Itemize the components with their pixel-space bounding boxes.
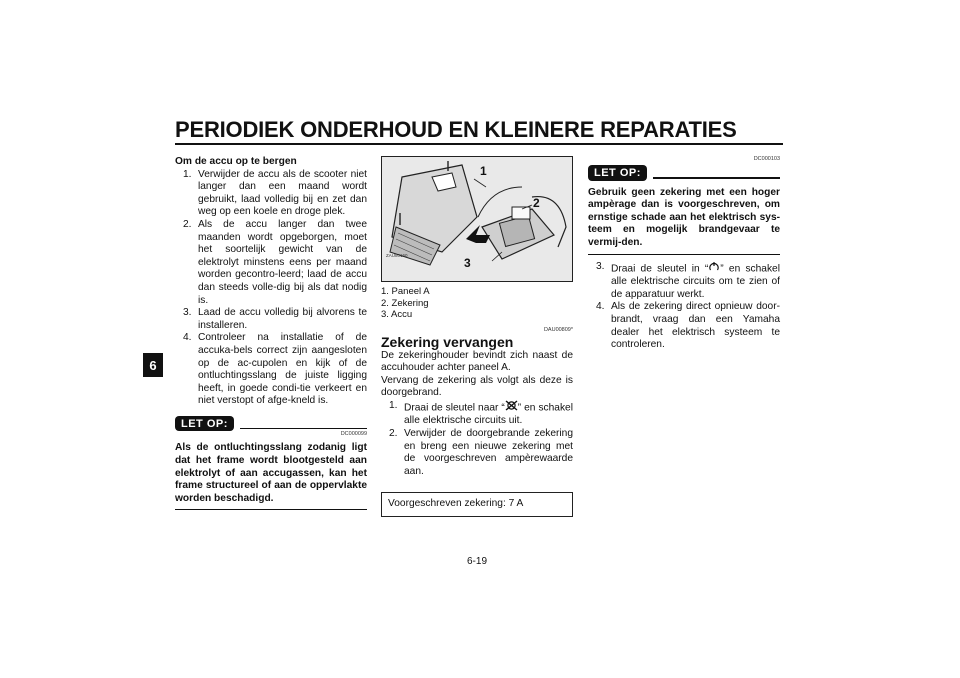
column-fuse-continued <box>588 156 780 352</box>
column-fuse <box>381 156 573 517</box>
section-code: DAU00809* <box>543 326 573 333</box>
section-title: Zekering vervangen <box>381 333 514 350</box>
fuse-intro-2: Vervang de zekering als volgt als deze is doorgebrand. <box>381 374 573 399</box>
key-on-icon <box>708 261 720 277</box>
caution-text: Als de ontluchtingsslang zodanig ligt dat het frame wordt blootgesteld aan elektrolyt of aan accugassen, kan het frame structureel of aan de oppervlakte worden beschadigd. <box>175 442 367 510</box>
figure-label-1: 1 <box>480 164 487 178</box>
battery-storage-steps <box>175 169 367 408</box>
figure-legend <box>381 286 573 321</box>
list-item: 4. Als de zekering direct opnieuw door-brandt, vraag dan een Yamaha dealer het elektrisch systeem te controleren. <box>596 301 780 351</box>
chapter-tab: 6 <box>143 353 163 377</box>
list-item: 2. Als de accu langer dan twee maanden wordt opgeborgen, moet het soortelijk gewicht van de elektrolyt minstens eens per maand worden gecontro-leerd; laad de accu dan steeds volle-dig bij als dat nodig is. <box>183 218 367 306</box>
legend-item: 1. Paneel A <box>381 286 430 297</box>
list-item: 3. Draai de sleutel in “ ” en schakel alle elektrische circuits om te zien of de apparatuur werkt. <box>596 260 780 300</box>
fuse-intro: De zekeringhouder bevindt zich naast de accuhouder achter paneel A. <box>381 349 573 374</box>
key-off-icon <box>505 400 518 416</box>
figure-label-3: 3 <box>464 256 471 270</box>
column-battery-storage <box>175 156 367 510</box>
battery-storage-heading: Om de accu op te bergen <box>175 156 297 167</box>
title-rule <box>175 143 783 145</box>
caution-code: DC000103 <box>753 156 780 162</box>
fuse-spec-box: Voorgeschreven zekering: 7 A <box>381 492 573 517</box>
legend-item: 3. Accu <box>381 309 413 320</box>
legend-item: 2. Zekering <box>381 297 429 309</box>
list-item: 4. Controleer na installatie of de accuka-bels correct zijn aangesloten op de ac-cupolen en kijk of de ontluchtingsslang de juiste ligging heeft, in goede condi-tie verkeert en niet verstopt of afge-kneld is. <box>183 332 367 407</box>
list-item: 1. Draai de sleutel naar “ ” en schakel alle elektrische circuits uit. <box>389 399 573 427</box>
fuse-figure <box>381 156 573 282</box>
caution-badge: LET OP: <box>588 165 647 181</box>
caution-text: Gebruik geen zekering met een hoger ampèrage dan is voorgeschreven, om ernstige schade aan het elektrisch sys-teem en mogelijk brandgevaar te vermij-den. <box>588 187 780 255</box>
caution-badge: LET OP: <box>175 416 234 432</box>
page-number: 6-19 <box>467 556 488 567</box>
caution-rule <box>653 177 780 179</box>
scooter-illustration <box>382 157 572 281</box>
caution-code: DC000099 <box>340 431 367 438</box>
caution-rule <box>240 428 367 430</box>
figure-label-2: 2 <box>533 196 540 210</box>
fuse-steps-continued <box>588 261 780 352</box>
list-item: 3. Laad de accu volledig bij alvorens te installeren. <box>183 307 367 331</box>
figure-code: ZAU80160 <box>386 253 408 259</box>
fuse-steps <box>381 400 573 479</box>
page-title: PERIODIEK ONDERHOUD EN KLEINERE REPARATIES <box>175 117 737 142</box>
list-item: 2. Verwijder de doorgebrande zekering en breng een nieuwe zekering met de voorgeschreven ampèrewaarde aan. <box>389 428 573 477</box>
list-item: 1. Verwijder de accu als de scooter niet langer dan een maand wordt gebruikt, laad volledig bij en zet dan weg op een koele en droge plek. <box>183 168 367 218</box>
caution-header <box>588 165 780 181</box>
caution-header <box>175 416 367 432</box>
